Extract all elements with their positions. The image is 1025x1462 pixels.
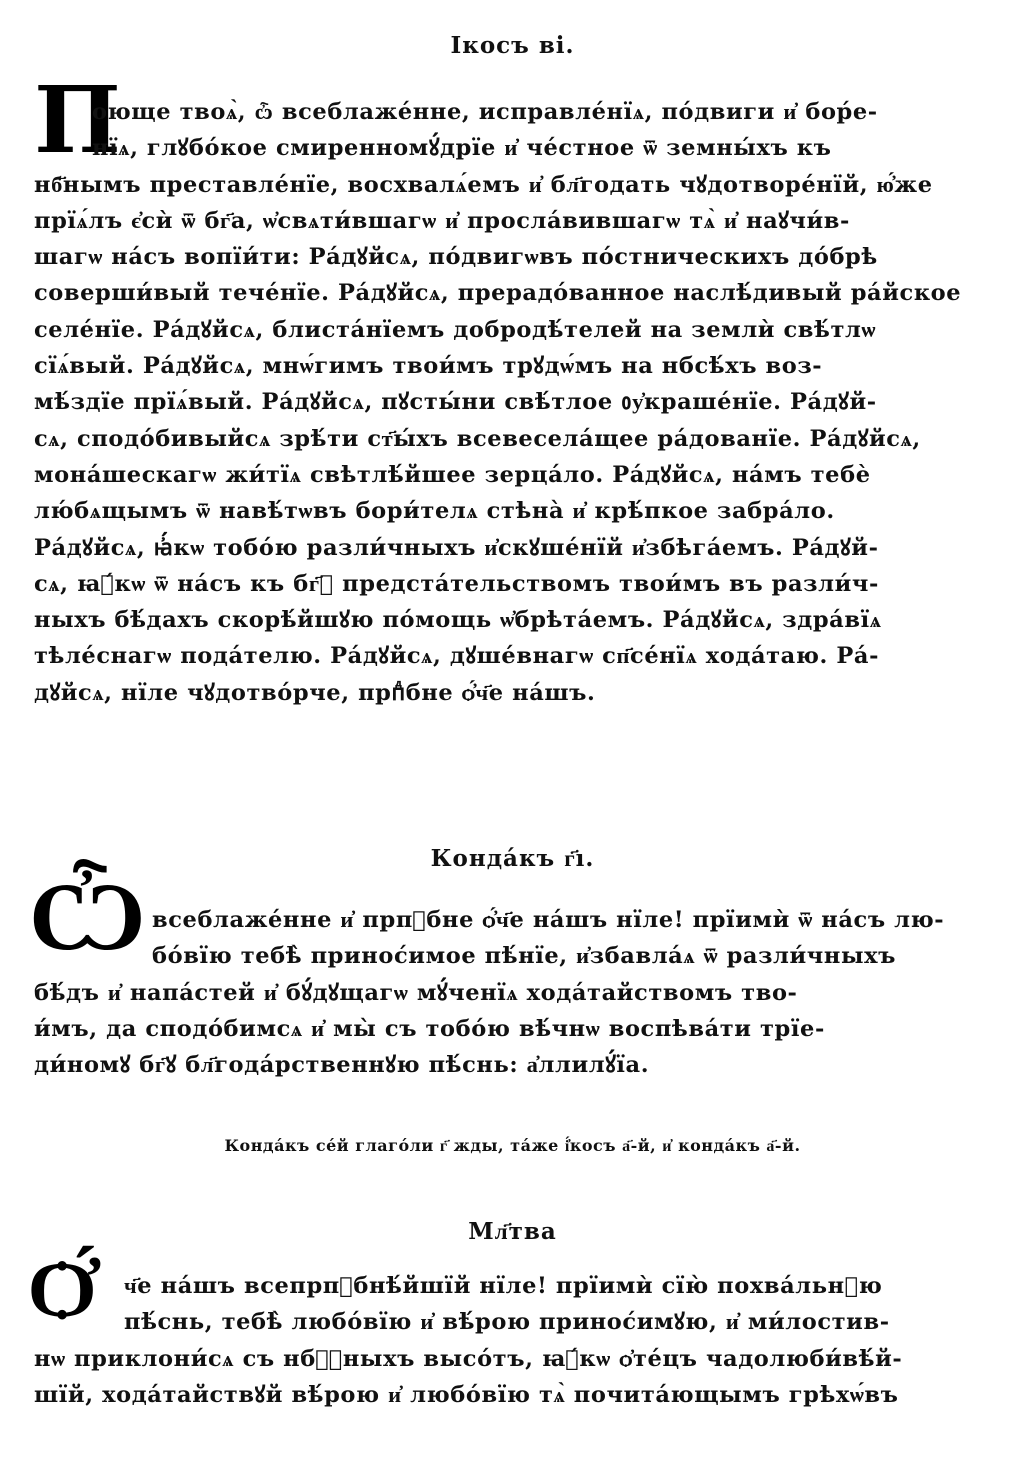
prayer-line: шїй, хода́тайствꙋй вѣ́рою и҆ любо́вїю тѧ̀ почита́ющымъ грѣхѡ́въ: [34, 1381, 899, 1408]
kondak-line: всеблаже́нне и҆ прпⷣбне ѻ҆́ч҃е на́шъ нїле! прїимѝ ѿ на́съ лю-: [152, 907, 945, 933]
kondak-body: [34, 902, 992, 1083]
ikos-line: прїѧ́лъ є҆сѝ ѿ бг҃а, ѡ҆свѧти́вшагѡ и҆ просла́вившагѡ тѧ̀ и҆ наꙋчи́в-: [34, 207, 850, 234]
ikos-line: сїѧ́вый. Ра́дꙋйсѧ, мнѡ́гимъ твои́мъ трꙋдѡ́мъ на нбсѣ́хъ воз-: [34, 353, 823, 380]
ikos-line: сѧ, ꙗ҆́кѡ ѿ на́съ къ бг҃ꙋ предста́тельствомъ твои́мъ въ разли́ч-: [34, 570, 879, 597]
kondak-line: бѣ́дъ и҆ напа́стей и҆ бꙋ́дꙋщагѡ мꙋ́ченїѧ хода́тайствомъ тво-: [34, 979, 798, 1006]
kondak-dropcap: Ѽ: [28, 859, 147, 972]
prayer-line: пѣ́снь, тебѣ̀ любо́вїю и҆ вѣ́рою принос́имꙋю, и҆ ми́лостив-: [124, 1309, 890, 1336]
ikos-line: селе́нїе. Ра́дꙋйсѧ, блиста́нїемъ добродѣ́телей на землѝ свѣ́тлѡ: [34, 316, 876, 343]
ikos-line: оюще твоѧ̀, ѽ всеблаже́нне, исправле́нїѧ, по́двиги и҆ бор́е-: [92, 99, 878, 125]
kondak-heading: Конда́къ г҃ı.: [430, 845, 595, 872]
ikos-line: нб҃нымъ преставле́нїе, восхвалѧ́емъ и҆ бл҃годать чꙋдотворе́нїй, ю҆́же: [34, 171, 933, 198]
ikos-line: сѧ, сподо́бивыйсѧ зрѣ́ти ст҃ы́хъ всевесела́щее ра́дованїе. Ра́дꙋйсѧ,: [34, 425, 921, 452]
prayer-heading: Мл҃тва: [468, 1218, 557, 1245]
kondak-rubric: Конда́къ се́й глаго́ли г҃ жды, та́же і҆́косъ а҃-й, и҆ конда́къ а҃-й.: [224, 1136, 801, 1155]
kondak-line: бо́вїю тебѣ̀ принос́имое пѣ́нїе, и҆збавла́ѧ ѿ разли́чныхъ: [152, 943, 896, 970]
ikos-line: соверши́вый тече́нїе. Ра́дꙋйсѧ, прерадо́ванное наслѣ́дивый ра́йское: [34, 280, 962, 307]
ikos-heading: Ікосъ ві.: [450, 32, 575, 59]
prayer-body: [34, 1268, 992, 1413]
ikos-line: нїѧ, глꙋбо́кое смиренномꙋ́дрїе и҆ че́стное ѿ земны́хъ къ: [92, 135, 832, 162]
ikos-line: дꙋйсѧ, нїле чꙋдотво́рче, прпⷣбне ѻ҆́ч҃е на́шъ.: [34, 679, 596, 706]
ikos-body: [34, 94, 992, 711]
ikos-line: ныхъ бѣ́дахъ скорѣ́йшꙋю по́мощь ѡ҆брѣта́емъ. Ра́дꙋйсѧ, здра́вїѧ: [34, 607, 882, 634]
ikos-dropcap: П: [34, 66, 121, 174]
prayer-line: нѡ приклони́сѧ съ нбⷭ҇ныхъ высо́тъ, ꙗ҆́кѡ ѻ҆те́цъ чадолюби́вѣ́й-: [34, 1345, 903, 1372]
ikos-line: шагѡ на́съ вопїи́ти: Ра́дꙋйсѧ, по́двигѡвъ по́стническихъ до́брѣ: [34, 244, 878, 271]
ikos-line: Ра́дꙋйсѧ, ꙗ҆́кѡ тобо́ю разли́чныхъ и҆скꙋше́нїй и҆збѣга́емъ. Ра́дꙋй-: [34, 534, 879, 561]
ikos-line: мона́шескагѡ жи́тїѧ свѣтлѣ́йшее зерца́ло. Ра́дꙋйсѧ, на́мъ тебѐ: [34, 461, 871, 488]
prayer-dropcap: Ѻ҆́: [30, 1244, 95, 1335]
prayer-line: ч҃е на́шъ всепрпⷣбнѣ́йшїй нїле! прїимѝ сїю̀ похва́льнꙋю: [124, 1273, 883, 1299]
ikos-line: мѣ́здїе прїѧ́вый. Ра́дꙋйсѧ, пꙋсты́ни свѣ́тлое ᲂу҆краше́нїе. Ра́дꙋй-: [34, 389, 877, 416]
ikos-line: тѣле́снагѡ пода́телю. Ра́дꙋйсѧ, дꙋше́внагѡ сп҃се́нїѧ хода́таю. Ра́-: [34, 643, 880, 670]
kondak-line: и́мъ, да сподо́бимсѧ и҆ мы̀ съ тобо́ю вѣ́чнѡ воспѣва́ти трїе-: [34, 1015, 825, 1042]
kondak-line: ди́номꙋ бг҃ꙋ бл҃года́рственнꙋю пѣ́снь: а҆ллилꙋ́їа.: [34, 1052, 650, 1079]
ikos-line: лю́бѧщымъ ѿ навѣ́тѡвъ бори́телѧ стѣна̀ и҆ крѣ́пкое забра́ло.: [34, 498, 835, 525]
